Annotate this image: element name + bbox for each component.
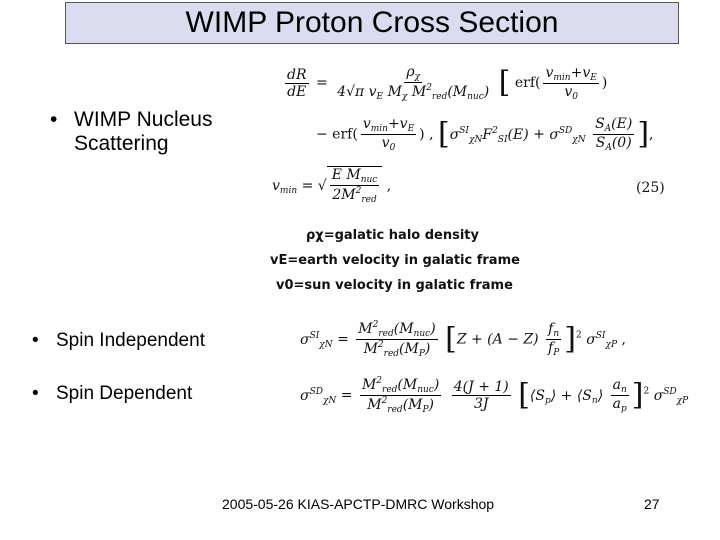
note-earth-velocity: vE=earth velocity in galatic frame: [270, 253, 520, 268]
bullet-spin-independent: [32, 329, 205, 353]
bullet-nucleus-line1: WIMP Nucleus: [74, 108, 213, 131]
equation-spin-dependent: $\sigma^{SD}_{\chi N}$ = $\frac{M^2_{red}(M_{nuc})}{M^2_{red}(M_P)}$ $\frac{4(J + 1)}{3J}$ [$⟨S_p⟩$ + $⟨S_n⟩$ $\frac{a_n}{a_p}$ ]$^2$ $\sigma^{SD}_{\chi P}$: [300, 376, 689, 415]
page-number: 27: [644, 496, 660, 512]
slide-title: [65, 2, 679, 44]
bullet-marker: •: [32, 330, 39, 351]
slide-title-text: WIMP Proton Cross Section: [185, 6, 559, 39]
bullet-marker: •: [50, 108, 58, 131]
footer-text: 2005-05-26 KIAS-APCTP-DMRC Workshop: [222, 496, 495, 512]
equation-rate-line2: − erf( $\frac{v_{min}+v_E}{v_0}$ ) , [$\sigma^{SI}_{\chi N}F^2_{SI}(E) + \sigma^{SD}_{\chi N}$ $\frac{S_A(E)}{S_A(0)}$ ],: [316, 116, 654, 153]
equation-rate-line1: $\frac{dR}{dE}$ = $\frac{\rho_\chi}{4√\pi v_E M_\chi M^2_{red}(M_{nuc})}$ [ erf( $\frac{v_{min}+v_E}{v_0}$ ): [287, 64, 608, 102]
bullet-si-label: Spin Independent: [56, 330, 205, 351]
bullet-nucleus-line2: Scattering: [74, 132, 169, 155]
equation-spin-independent: $\sigma^{SI}_{\chi N}$ = $\frac{M^2_{red}(M_{nuc})}{M^2_{red}(M_P)}$ [Z + (A − Z) $\frac{f_n}{f_P}$ ]$^2$ $\sigma^{SI}_{\chi P}$ ,: [300, 320, 626, 359]
bullet-spin-dependent: [32, 382, 192, 406]
equation-number: (25): [636, 180, 665, 196]
note-sun-velocity: v0=sun velocity in galatic frame: [276, 278, 513, 293]
equation-vmin: $v_{min}$ = √ $\frac{E M_{nuc}}{2M^2_{red}}$ ,: [272, 167, 392, 205]
bullet-marker: •: [32, 383, 39, 404]
note-halo-density: ρχ=galatic halo density: [306, 228, 479, 243]
bullet-sd-label: Spin Dependent: [56, 383, 193, 404]
bullet-nucleus-scattering: [50, 108, 212, 156]
